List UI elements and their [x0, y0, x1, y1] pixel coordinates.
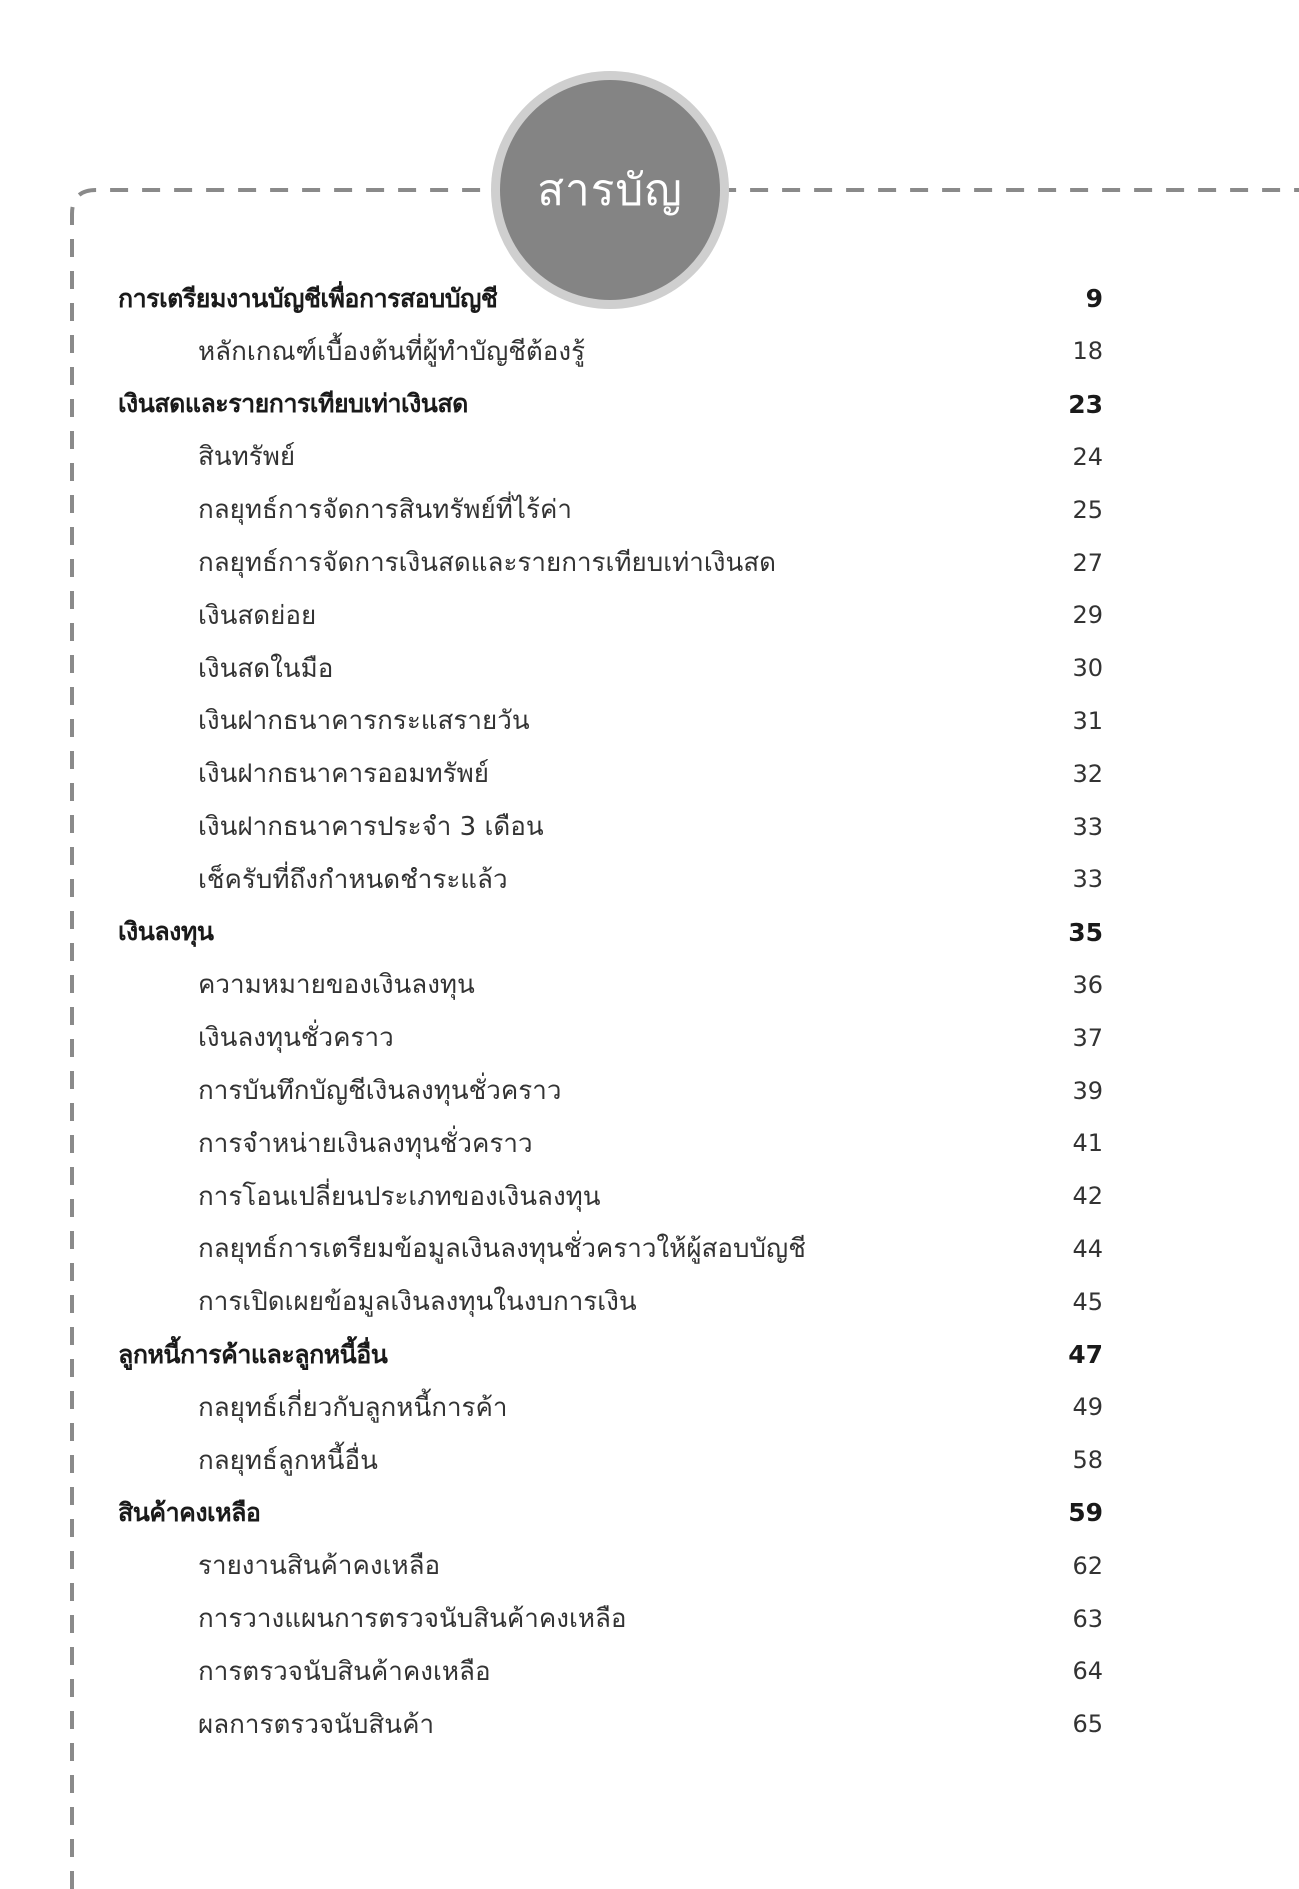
toc-page-number: 45 — [1072, 1287, 1103, 1316]
toc-section-row[interactable] — [118, 1064, 1103, 1117]
toc-chapter-row[interactable] — [118, 1486, 1103, 1539]
toc-chapter-row[interactable] — [118, 1328, 1103, 1381]
toc-section-row[interactable] — [118, 1170, 1103, 1223]
toc-entry-title: เช็ครับที่ถึงกำหนดชำระแล้ว — [198, 864, 508, 895]
toc-section-row[interactable] — [118, 1645, 1103, 1698]
toc-section-row[interactable] — [118, 958, 1103, 1011]
toc-page-number: 59 — [1068, 1498, 1103, 1528]
toc-page-number: 23 — [1068, 389, 1103, 419]
toc-entry-title: การเปิดเผยข้อมูลเงินลงทุนในงบการเงิน — [198, 1287, 637, 1318]
toc-entry-title: ผลการตรวจนับสินค้า — [198, 1709, 435, 1740]
toc-entry-title: เงินสดในมือ — [198, 653, 334, 684]
toc-entry-title: การวางแผนการตรวจนับสินค้าคงเหลือ — [198, 1604, 627, 1634]
toc-entry-title: การบันทึกบัญชีเงินลงทุนชั่วคราว — [198, 1076, 562, 1106]
toc-section-row[interactable] — [118, 325, 1103, 378]
toc-page-number: 44 — [1072, 1234, 1103, 1263]
toc-page-number: 36 — [1072, 970, 1103, 999]
toc-page-number: 29 — [1072, 601, 1103, 630]
toc-entry-title: เงินฝากธนาคารกระแสรายวัน — [198, 706, 530, 737]
toc-chapter-row[interactable] — [118, 378, 1103, 431]
toc-page-number: 42 — [1072, 1182, 1103, 1211]
toc-entry-title: รายงานสินค้าคงเหลือ — [198, 1551, 441, 1582]
toc-section-row[interactable] — [118, 430, 1103, 483]
toc-section-row[interactable] — [118, 1592, 1103, 1645]
toc-page-number: 64 — [1072, 1657, 1103, 1686]
toc-section-row[interactable] — [118, 1381, 1103, 1434]
toc-page-number: 35 — [1068, 917, 1103, 947]
toc-section-row[interactable] — [118, 1117, 1103, 1170]
toc-entry-title: กลยุทธ์การเตรียมข้อมูลเงินลงทุนชั่วคราวให้ผู้สอบบัญชี — [198, 1234, 806, 1265]
toc-entry-title: เงินสดและรายการเทียบเท่าเงินสด — [118, 389, 468, 419]
toc-entry-title: สินทรัพย์ — [198, 442, 296, 473]
toc-entry-title: การเตรียมงานบัญชีเพื่อการสอบบัญชี — [118, 283, 498, 313]
toc-page-number: 31 — [1072, 706, 1103, 735]
toc-page-number: 9 — [1085, 284, 1103, 313]
toc-page-number: 24 — [1072, 442, 1103, 471]
toc-entry-title: ลูกหนี้การค้าและลูกหนี้อื่น — [118, 1339, 388, 1369]
toc-section-row[interactable] — [118, 1275, 1103, 1328]
contents-title-badge — [500, 80, 720, 300]
toc-page-number: 37 — [1072, 1023, 1103, 1052]
toc-page-number: 33 — [1072, 865, 1103, 894]
toc-section-row[interactable] — [118, 1011, 1103, 1064]
page-title: สารบัญ — [537, 165, 683, 216]
toc-page-number: 39 — [1072, 1076, 1103, 1105]
toc-entry-title: เงินฝากธนาคารประจำ 3 เดือน — [198, 812, 544, 842]
toc-entry-title: การตรวจนับสินค้าคงเหลือ — [198, 1656, 491, 1687]
toc-entry-title: เงินสดย่อย — [198, 600, 317, 631]
toc-section-row[interactable] — [118, 536, 1103, 589]
toc-entry-title: กลยุทธ์การจัดการสินทรัพย์ที่ไร้ค่า — [198, 495, 572, 526]
toc-entry-title: กลยุทธ์ลูกหนี้อื่น — [198, 1445, 378, 1476]
toc-entry-title: การโอนเปลี่ยนประเภทของเงินลงทุน — [198, 1181, 601, 1212]
toc-section-row[interactable] — [118, 483, 1103, 536]
toc-section-row[interactable] — [118, 1539, 1103, 1592]
toc-page-number: 65 — [1072, 1710, 1103, 1739]
toc-page-number: 30 — [1072, 654, 1103, 683]
toc-section-row[interactable] — [118, 589, 1103, 642]
toc-entry-title: ความหมายของเงินลงทุน — [198, 970, 475, 1001]
toc-entry-title: เงินลงทุนชั่วคราว — [198, 1023, 394, 1054]
toc-entry-title: เงินฝากธนาคารออมทรัพย์ — [198, 759, 489, 790]
toc-page-number: 33 — [1072, 812, 1103, 841]
toc-section-row[interactable] — [118, 747, 1103, 800]
toc-section-row[interactable] — [118, 853, 1103, 906]
toc-page-number: 18 — [1072, 337, 1103, 366]
toc-page-number: 25 — [1072, 495, 1103, 524]
toc-section-row[interactable] — [118, 1222, 1103, 1275]
toc-section-row[interactable] — [118, 1698, 1103, 1751]
toc-page-number: 62 — [1072, 1551, 1103, 1580]
toc-page-number: 41 — [1072, 1129, 1103, 1158]
toc-entry-title: กลยุทธ์เกี่ยวกับลูกหนี้การค้า — [198, 1392, 508, 1423]
toc-page-number: 32 — [1072, 759, 1103, 788]
toc-page-number: 49 — [1072, 1393, 1103, 1422]
toc-section-row[interactable] — [118, 800, 1103, 853]
toc-entry-title: การจำหน่ายเงินลงทุนชั่วคราว — [198, 1128, 533, 1159]
toc-section-row[interactable] — [118, 694, 1103, 747]
toc-entry-title: เงินลงทุน — [118, 917, 214, 947]
toc-page-number: 47 — [1068, 1340, 1103, 1369]
toc-entry-title: หลักเกณฑ์เบื้องต้นที่ผู้ทำบัญชีต้องรู้ — [198, 336, 586, 367]
toc-section-row[interactable] — [118, 1434, 1103, 1487]
toc-entry-title: สินค้าคงเหลือ — [118, 1497, 261, 1527]
toc-page-number: 58 — [1072, 1446, 1103, 1475]
toc-chapter-row[interactable] — [118, 906, 1103, 959]
toc-section-row[interactable] — [118, 642, 1103, 695]
toc-entry-title: กลยุทธ์การจัดการเงินสดและรายการเทียบเท่าเงินสด — [198, 548, 777, 578]
toc-page-number: 63 — [1072, 1604, 1103, 1633]
toc-page-number: 27 — [1072, 548, 1103, 577]
toc-chapter-row[interactable] — [118, 272, 1103, 325]
